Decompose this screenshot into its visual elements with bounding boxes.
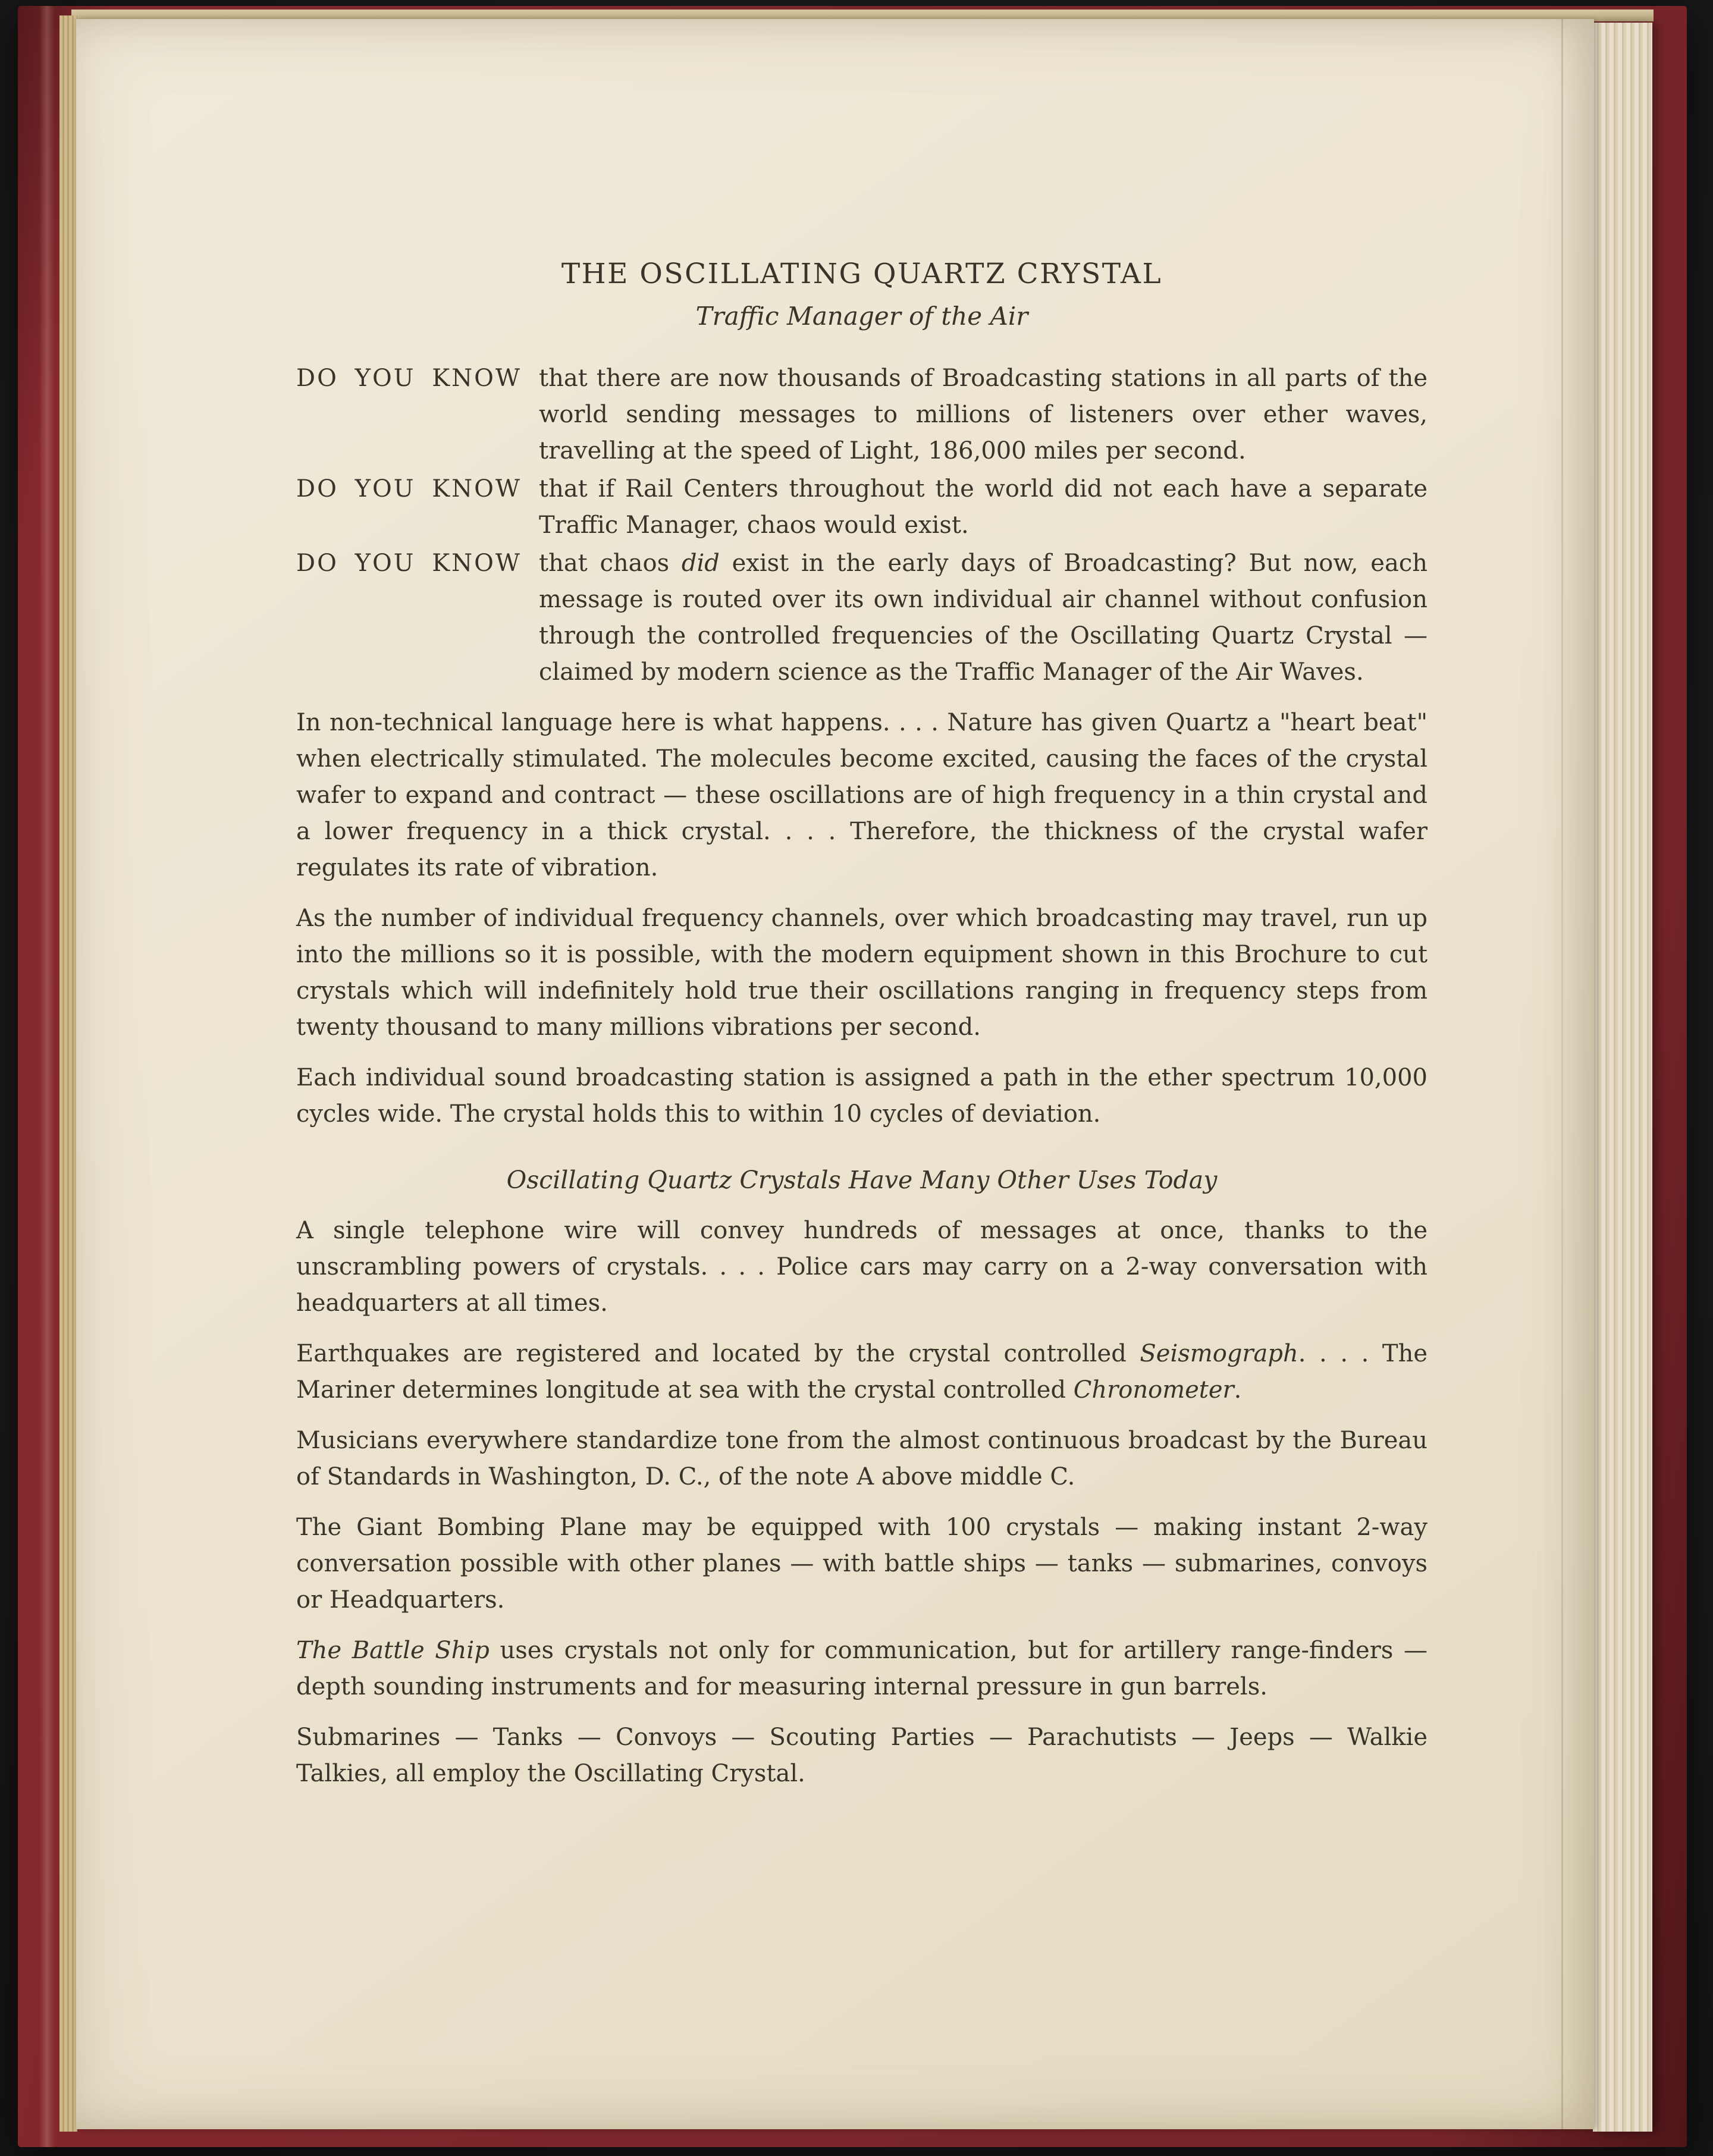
do-you-know-text: that if Rail Centers throughout the world did not each have a separate Traffic Manager, chaos would exist.	[539, 475, 1428, 539]
paragraph: A single telephone wire will convey hundreds of messages at once, thanks to the unscrambling powers of crystals. . . . Police cars may carry on a 2-way conversation with headquarters at all times.	[296, 1217, 1428, 1317]
paragraph: Musicians everywhere standardize tone from the almost continuous broadcast by the Bureau of Standards in Washington, D. C., of the note A above middle C.	[296, 1427, 1428, 1490]
paragraph: The Battle Ship uses crystals not only for communication, but for artillery range-finders — depth sounding instruments and for measuring internal pressure in gun barrels.	[296, 1637, 1428, 1700]
section-heading: Oscillating Quartz Crystals Have Many Other Uses Today	[506, 1166, 1218, 1194]
paragraph: Each individual sound broadcasting station is assigned a path in the ether spectrum 10,000 cycles wide. The crystal holds this to within 10 cycles of deviation.	[296, 1064, 1428, 1128]
do-you-know-text: that there are now thousands of Broadcasting stations in all parts of the world sending messages to millions of listeners over ether waves, travelling at the speed of Light, 186,000 miles per second.	[539, 365, 1428, 465]
book-spine	[39, 6, 55, 2147]
page-subtitle: Traffic Manager of the Air	[695, 302, 1028, 331]
page-title: THE OSCILLATING QUARTZ CRYSTAL	[561, 258, 1163, 290]
paragraph: In non-technical language here is what happens. . . . Nature has given Quartz a "heart beat" when electrically stimulated. The molecules become excited, causing the faces of the crystal wafer to expand and contract — these oscillations are of high frequency in a thin crystal and a lower frequency in a thick crystal. . . . Therefore, the thickness of the crystal wafer regulates its rate of vibration.	[296, 709, 1428, 881]
do-you-know-text: that chaos did exist in the early days of Broadcasting? But now, each message is routed over its own individual air channel without confusion through the controlled frequencies of the Oscillating Quartz Crystal — claimed by modern science as the Traffic Manager of the Air Waves.	[539, 550, 1428, 686]
page-edges-left	[59, 15, 77, 2132]
paragraph: The Giant Bombing Plane may be equipped with 100 crystals — making instant 2-way conversation possible with other planes — with battle ships — tanks — submarines, convoys or Headquarters.	[296, 1514, 1428, 1614]
do-you-know-label: DO YOU KNOW	[296, 475, 522, 503]
book-page	[76, 19, 1594, 2129]
do-you-know-label: DO YOU KNOW	[296, 550, 522, 577]
do-you-know-label: DO YOU KNOW	[296, 365, 522, 392]
do-you-know-item-3	[296, 545, 1428, 691]
paragraph: Earthquakes are registered and located by the crystal controlled Seismograph. . . . The Mariner determines longitude at sea with the crystal controlled Chronometer.	[296, 1340, 1428, 1404]
page-content	[296, 256, 1428, 1792]
do-you-know-item-1	[296, 360, 1428, 469]
paragraph: Submarines — Tanks — Convoys — Scouting Parties — Parachutists — Jeeps — Walkie Talkies, all employ the Oscillating Crystal.	[296, 1724, 1428, 1787]
do-you-know-item-2	[296, 471, 1428, 544]
page-edges-right	[1593, 23, 1652, 2132]
paragraph: As the number of individual frequency channels, over which broadcasting may travel, run up into the millions so it is possible, with the modern equipment shown in this Brochure to cut crystals which will indefinitely hold true their oscillations ranging in frequency steps from twenty thousand to many millions vibrations per second.	[296, 905, 1428, 1041]
